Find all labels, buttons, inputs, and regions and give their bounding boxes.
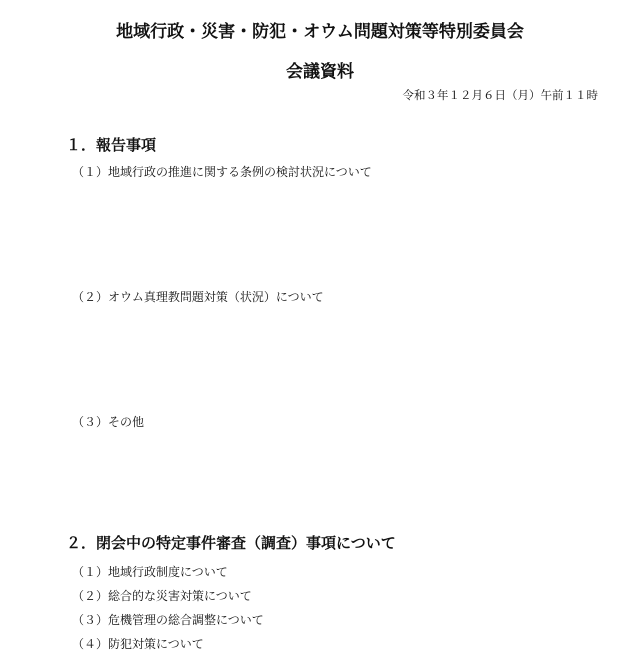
list-item: （１）地域行政制度について [72,565,228,579]
meeting-date: 令和３年１２月６日（月）午前１１時 [402,88,598,102]
section-heading-reports: １．報告事項 [66,136,157,154]
list-item: （３）危機管理の総合調整について [72,613,264,627]
list-item: （４）防犯対策について [72,637,204,651]
document-subtitle: 会議資料 [286,62,354,82]
section-heading-special-matters: ２．閉会中の特定事件審査（調査）事項について [66,534,396,552]
list-item: （１）地域行政の推進に関する条例の検討状況について [72,165,372,179]
list-item: （３）その他 [72,415,145,429]
list-item: （２）オウム真理教問題対策（状況）について [72,290,324,304]
document-title: 地域行政・災害・防犯・オウム問題対策等特別委員会 [116,22,524,42]
list-item: （２）総合的な災害対策について [72,589,252,603]
